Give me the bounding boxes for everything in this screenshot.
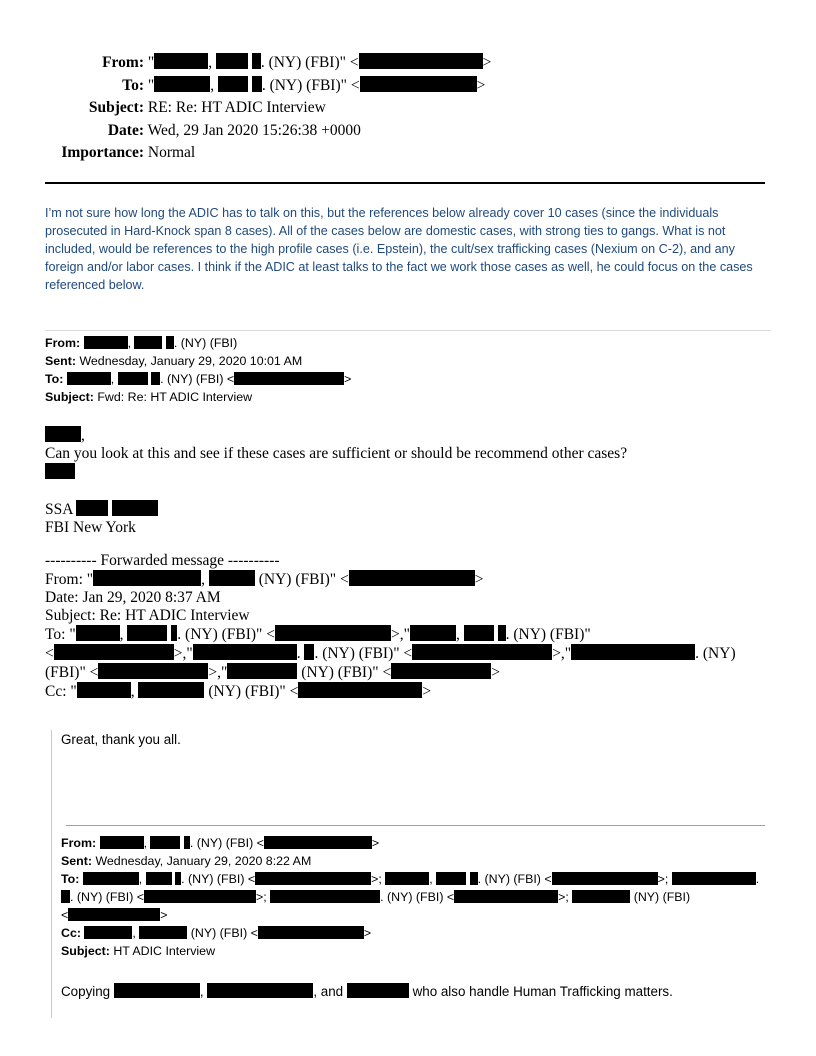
subject-value: RE: Re: HT ADIC Interview	[147, 99, 326, 116]
redaction	[76, 625, 120, 641]
redaction	[436, 872, 466, 885]
redaction	[207, 983, 313, 998]
from-row: From: " , . (NY) (FBI)" < >	[40, 52, 491, 75]
message2-sent: Sent: Wednesday, January 29, 2020 10:01 AM	[45, 354, 303, 368]
redaction	[67, 372, 111, 385]
redaction	[98, 663, 208, 679]
forward-date: Date: Jan 29, 2020 8:37 AM	[45, 589, 221, 606]
redaction	[114, 983, 200, 998]
forward-to: To: " , . (NY) (FBI)" < >," , . (NY) (FBI)"	[45, 626, 591, 643]
redaction	[209, 570, 255, 586]
redaction	[498, 625, 506, 641]
quoted-sent: Sent: Wednesday, January 29, 2020 8:22 AM	[61, 854, 312, 868]
date-label: Date:	[107, 121, 144, 139]
redaction	[360, 76, 477, 92]
redaction	[454, 890, 558, 903]
redaction	[216, 53, 248, 69]
redaction	[45, 463, 75, 479]
redaction	[349, 570, 475, 586]
redaction	[412, 644, 552, 660]
redaction	[227, 663, 297, 679]
quoted-header: From: , . (NY) (FBI) < > Sent: Wednesday, January 29, 2020 8:22 AM To: , . (NY) (FBI) < >; , . (NY) (FBI) < >; . . (NY) (FBI) < >; . (NY) (FBI) < >; (NY) (FBI) < > Cc: , (NY) (FBI) < > Subject: HT ADIC Interview	[61, 834, 771, 960]
redaction	[552, 872, 658, 885]
forward-cc: Cc: " , (NY) (FBI)" < >	[45, 683, 432, 700]
header-divider	[45, 182, 765, 184]
importance-label: Importance:	[61, 144, 144, 161]
to-row: To: " , . (NY) (FBI)" < >	[40, 75, 491, 98]
redaction	[252, 53, 261, 69]
message2-to: To: , . (NY) (FBI) < >	[45, 372, 352, 386]
message2-header	[45, 334, 351, 406]
from-suffix: . (NY) (FBI)"	[260, 54, 346, 71]
redaction	[410, 625, 456, 641]
redaction	[118, 372, 148, 385]
signature-office: FBI New York	[45, 519, 136, 536]
redaction	[672, 872, 756, 885]
redaction	[84, 336, 128, 349]
redaction	[255, 872, 371, 885]
importance-value: Normal	[147, 144, 196, 161]
redaction	[347, 983, 409, 998]
message2-subject: Subject: Fwd: Re: HT ADIC Interview	[45, 390, 253, 404]
subject-row	[40, 97, 491, 120]
quoted-cc: Cc: , (NY) (FBI) < >	[61, 926, 372, 940]
redaction	[77, 682, 131, 698]
quoted-subject: Subject: HT ADIC Interview	[61, 944, 216, 958]
redaction	[45, 426, 81, 442]
redaction	[134, 336, 162, 349]
quote-bar	[51, 730, 52, 1018]
redaction	[304, 644, 314, 660]
redaction	[270, 890, 380, 903]
subject-label: Subject:	[88, 99, 144, 116]
redaction	[298, 682, 422, 698]
to-label: To:	[122, 76, 144, 94]
redaction	[151, 372, 160, 385]
redaction	[138, 682, 204, 698]
signature-title: SSA	[45, 500, 785, 519]
quoted-from: From: , . (NY) (FBI) < >	[61, 836, 380, 850]
question-text: Can you look at this and see if these cases are sufficient or should be recommend other cases?	[45, 445, 628, 462]
redaction	[139, 926, 187, 939]
importance-row	[40, 142, 491, 165]
message-divider	[45, 330, 771, 331]
redaction	[218, 76, 248, 92]
redaction	[93, 570, 201, 586]
redaction	[100, 836, 144, 849]
redaction	[391, 663, 491, 679]
date-row	[40, 120, 491, 143]
thanks-text: Great, thank you all.	[61, 732, 181, 747]
redaction	[470, 872, 478, 885]
email-header	[40, 52, 491, 165]
redaction	[154, 53, 208, 69]
redaction	[264, 836, 372, 849]
redaction	[76, 500, 108, 516]
copying-text: Copying , , and who also handle Human Trafficking matters.	[61, 984, 673, 999]
forwarded-message: ---------- Forwarded message ---------- From: " , (NY) (FBI)" < > Date: Jan 29, 2020 8:37 AM Subject: Re: HT ADIC Interview To: " , . (NY) (FBI)" < >," , . (NY) (FBI)" < >," . . (NY) (FBI)" < >," . (NY) (FBI)" < >," (NY) (FBI)" < > Cc: " , (NY) (FBI)" < >	[45, 552, 785, 701]
redaction	[275, 625, 391, 641]
redaction	[61, 890, 70, 903]
redaction	[166, 336, 174, 349]
redaction	[464, 625, 494, 641]
redaction	[252, 76, 262, 92]
date-value: Wed, 29 Jan 2020 15:26:38 +0000	[147, 121, 361, 139]
redaction	[234, 372, 344, 385]
forward-divider: ---------- Forwarded message ----------	[45, 552, 280, 569]
redaction	[144, 890, 256, 903]
redaction	[112, 500, 158, 516]
quoted-to: To: , . (NY) (FBI) < >; , . (NY) (FBI) < >; .	[61, 872, 760, 886]
redaction	[84, 926, 132, 939]
reply-body: I’m not sure how long the ADIC has to talk on this, but the references below already cover 10 cases (since the individuals prosecuted in Hard-Knock span 8 cases). All of the cases below are domestic cases, with strong ties to gangs. What is not included, would be references to the high profile cases (i.e. Epstein), the cult/sex trafficking cases (Nexium on C-2), and any foreign and/or labor cases. I think if the ADIC at least talks to the fact we work those cases as well, he could focus on the cases referenced below.	[45, 206, 753, 292]
redaction	[154, 76, 210, 92]
redaction	[385, 872, 429, 885]
redaction	[359, 53, 483, 69]
quoted-divider	[66, 825, 765, 826]
redaction	[571, 644, 695, 660]
forward-from: From: " , (NY) (FBI)" < >	[45, 571, 484, 588]
redaction	[146, 872, 172, 885]
to-suffix: . (NY) (FBI)"	[261, 76, 347, 94]
redaction	[54, 644, 174, 660]
redaction	[68, 908, 160, 921]
forward-subject: Subject: Re: HT ADIC Interview	[45, 607, 250, 624]
message2-body: , Can you look at this and see if these cases are sufficient or should be recommend other cases? SSA FBI New York	[45, 426, 785, 537]
from-label: From:	[102, 54, 144, 71]
redaction	[572, 890, 630, 903]
redaction	[193, 644, 297, 660]
redaction	[83, 872, 139, 885]
redaction	[258, 926, 364, 939]
redaction	[150, 836, 180, 849]
message2-from: From: , . (NY) (FBI)	[45, 336, 238, 350]
redaction	[127, 625, 167, 641]
